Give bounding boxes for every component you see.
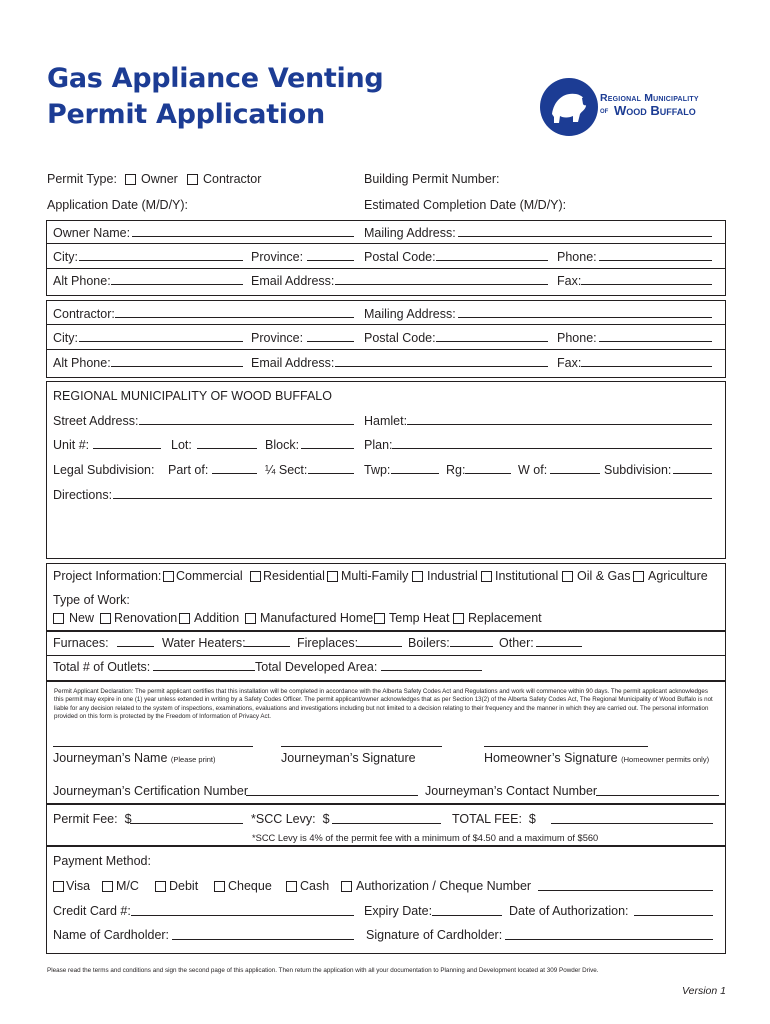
owner-alt-phone-label: Alt Phone: <box>53 274 111 288</box>
authorization-number-field[interactable] <box>538 890 713 891</box>
homeowner-signature-note: (Homeowner permits only) <box>621 755 710 764</box>
hamlet-label: Hamlet: <box>364 414 408 428</box>
new-checkbox[interactable] <box>53 613 64 624</box>
owner-province-field[interactable] <box>307 260 354 261</box>
commercial-checkbox[interactable] <box>163 571 174 582</box>
part-of-field[interactable] <box>212 473 257 474</box>
total-area-label: Total Developed Area: <box>255 660 378 674</box>
contractor-city-field[interactable] <box>79 341 243 342</box>
owner-email-label: Email Address: <box>251 274 335 288</box>
replacement-label: Replacement <box>468 611 542 625</box>
est-completion-label: Estimated Completion Date (M/D/Y): <box>364 198 567 212</box>
fireplaces-field[interactable] <box>357 646 402 647</box>
w-of-label: W of: <box>518 463 548 477</box>
owner-fax-field[interactable] <box>581 284 712 285</box>
manufactured-home-checkbox[interactable] <box>245 613 256 624</box>
debit-checkbox[interactable] <box>155 881 166 892</box>
addition-checkbox[interactable] <box>179 613 190 624</box>
twp-label: Twp: <box>364 463 391 477</box>
owner-mailing-label: Mailing Address: <box>364 226 456 240</box>
journeyman-cert-field[interactable] <box>246 795 418 796</box>
building-permit-label: Building Permit Number: <box>364 172 500 186</box>
mc-checkbox[interactable] <box>102 881 113 892</box>
part-of-label: Part of: <box>168 463 209 477</box>
owner-postal-label: Postal Code: <box>364 250 436 264</box>
permit-fee-label: Permit Fee: $ <box>53 812 132 826</box>
plan-field[interactable] <box>392 448 712 449</box>
divider <box>46 324 726 325</box>
industrial-checkbox[interactable] <box>412 571 423 582</box>
block-field[interactable] <box>301 448 354 449</box>
journeyman-cert-label: Journeyman’s Certification Number <box>53 784 248 798</box>
owner-name-field[interactable] <box>132 236 354 237</box>
contractor-province-field[interactable] <box>307 341 354 342</box>
directions-field[interactable] <box>113 498 712 499</box>
authorization-checkbox[interactable] <box>341 881 352 892</box>
expiry-date-label: Expiry Date: <box>364 904 433 918</box>
contractor-postal-label: Postal Code: <box>364 331 436 345</box>
scc-levy-field[interactable] <box>332 823 441 824</box>
journeyman-contact-label: Journeyman’s Contact Number <box>425 784 598 798</box>
institutional-checkbox[interactable] <box>481 571 492 582</box>
addition-label: Addition <box>194 611 240 625</box>
journeyman-signature-label: Journeyman’s Signature <box>281 751 416 765</box>
contractor-province-label: Province: <box>251 331 304 345</box>
owner-name-label: Owner Name: <box>53 226 131 240</box>
contractor-city-label: City: <box>53 331 78 345</box>
agriculture-label: Agriculture <box>648 569 708 583</box>
debit-label: Debit <box>169 879 199 893</box>
contractor-phone-label: Phone: <box>557 331 597 345</box>
visa-checkbox[interactable] <box>53 881 64 892</box>
owner-label: Owner <box>141 172 178 186</box>
form-title-line1: Gas Appliance Venting <box>47 63 384 94</box>
replacement-checkbox[interactable] <box>453 613 464 624</box>
divider <box>46 268 726 269</box>
application-date-label: Application Date (M/D/Y): <box>47 198 189 212</box>
lot-field[interactable] <box>197 448 257 449</box>
cardholder-signature-label: Signature of Cardholder: <box>366 928 503 942</box>
new-label: New <box>69 611 95 625</box>
street-address-field[interactable] <box>139 424 354 425</box>
other-label: Other: <box>499 636 534 650</box>
cardholder-signature-field[interactable] <box>505 939 713 940</box>
cheque-label: Cheque <box>228 879 272 893</box>
divider <box>46 349 726 350</box>
contractor-postal-field[interactable] <box>436 341 548 342</box>
contractor-phone-field[interactable] <box>599 341 712 342</box>
temp-heat-label: Temp Heat <box>389 611 450 625</box>
scc-levy-note: *SCC Levy is 4% of the permit fee with a minimum of $4.50 and a maximum of $560 <box>252 833 599 843</box>
form-title-line2: Permit Application <box>47 99 325 130</box>
water-heaters-label: Water Heaters: <box>162 636 246 650</box>
total-area-field[interactable] <box>381 670 482 671</box>
footer-note: Please read the terms and conditions and sign the second page of this application. Then return the application with all your documentation to Planning and Development located at 309 Powder Drive. <box>47 967 599 974</box>
contractor-email-field[interactable] <box>335 366 548 367</box>
payment-method-label: Payment Method: <box>53 854 151 868</box>
industrial-label: Industrial <box>427 569 478 583</box>
type-of-work-label: Type of Work: <box>53 593 130 607</box>
cash-checkbox[interactable] <box>286 881 297 892</box>
temp-heat-checkbox[interactable] <box>374 613 385 624</box>
contractor-name-field[interactable] <box>115 317 354 318</box>
divider <box>46 655 726 656</box>
owner-fax-label: Fax: <box>557 274 582 288</box>
location-heading: REGIONAL MUNICIPALITY OF WOOD BUFFALO <box>53 389 332 403</box>
scc-levy-label: *SCC Levy: $ <box>251 812 330 826</box>
journeyman-name-note: (Please print) <box>170 755 216 764</box>
contractor-checkbox[interactable] <box>187 174 198 185</box>
contractor-alt-phone-field[interactable] <box>111 366 243 367</box>
subdivision-field[interactable] <box>673 473 712 474</box>
contractor-fax-field[interactable] <box>581 366 712 367</box>
hamlet-field[interactable] <box>407 424 712 425</box>
cardholder-name-label: Name of Cardholder: <box>53 928 170 942</box>
declaration-text: Permit Applicant Declaration: The permit applicant certifies that this installation will be completed in accordance with the Alberta Safety Codes Act and Regulations and work will commence within 90 days. The permit applicant acknowledges this permit may expire in one (1) year unless extended in writing by a Safety Codes Officer. The permit applicant/owner acknowledges that as per Section 13(2) of the Alberta Safety Codes Act, The Regional Municipality of Wood Buffalo is not liable for any decision related to the system of inspections, examinations, evaluations and investigations including but not limited to a decision relating to their frequency and the manner in which they are carried out. The personal information provided on this form is protected by the Freedom of Information of Privacy Act. <box>54 688 713 720</box>
multi-family-checkbox[interactable] <box>327 571 338 582</box>
auth-date-field[interactable] <box>634 915 713 916</box>
w-of-field[interactable] <box>550 473 600 474</box>
subdivision-label: Subdivision: <box>604 463 672 477</box>
owner-phone-label: Phone: <box>557 250 597 264</box>
plan-label: Plan: <box>364 438 393 452</box>
project-info-label: Project Information: <box>53 569 162 583</box>
contractor-alt-phone-label: Alt Phone: <box>53 356 111 370</box>
water-heaters-field[interactable] <box>244 646 290 647</box>
permit-type-label: Permit Type: <box>47 172 117 186</box>
logo-text-line1: Regional Municipality <box>600 92 699 104</box>
renovation-checkbox[interactable] <box>100 613 111 624</box>
rg-field[interactable] <box>465 473 511 474</box>
owner-city-label: City: <box>53 250 78 264</box>
rmwb-logo <box>538 76 738 140</box>
cardholder-name-field[interactable] <box>172 939 354 940</box>
journeyman-contact-field[interactable] <box>596 795 719 796</box>
oil-gas-checkbox[interactable] <box>562 571 573 582</box>
institutional-label: Institutional <box>495 569 559 583</box>
other-field[interactable] <box>536 646 582 647</box>
directions-label: Directions: <box>53 488 113 502</box>
credit-card-label: Credit Card #: <box>53 904 131 918</box>
lot-label: Lot: <box>171 438 192 452</box>
residential-checkbox[interactable] <box>250 571 261 582</box>
residential-label: Residential <box>263 569 325 583</box>
owner-postal-field[interactable] <box>436 260 548 261</box>
contractor-label: Contractor <box>203 172 262 186</box>
total-fee-field[interactable] <box>551 823 713 824</box>
street-address-label: Street Address: <box>53 414 139 428</box>
owner-phone-field[interactable] <box>599 260 712 261</box>
journeyman-name-field[interactable] <box>53 746 253 747</box>
furnaces-label: Furnaces: <box>53 636 109 650</box>
journeyman-signature-field[interactable] <box>281 746 442 747</box>
contractor-email-label: Email Address: <box>251 356 335 370</box>
fireplaces-label: Fireplaces: <box>297 636 359 650</box>
mc-label: M/C <box>116 879 139 893</box>
divider <box>46 243 726 244</box>
contractor-fax-label: Fax: <box>557 356 582 370</box>
owner-alt-phone-field[interactable] <box>111 284 243 285</box>
multi-family-label: Multi-Family <box>341 569 409 583</box>
renovation-label: Renovation <box>114 611 178 625</box>
credit-card-field[interactable] <box>131 915 354 916</box>
visa-label: Visa <box>66 879 91 893</box>
commercial-label: Commercial <box>176 569 243 583</box>
contractor-mailing-label: Mailing Address: <box>364 307 456 321</box>
manufactured-home-label: Manufactured Home <box>260 611 374 625</box>
homeowner-signature-label: Homeowner’s Signature (Homeowner permits only) <box>484 751 710 765</box>
permit-fee-field[interactable] <box>130 823 243 824</box>
oil-gas-label: Oil & Gas <box>577 569 631 583</box>
authorization-label: Authorization / Cheque Number <box>356 879 532 893</box>
bison-logo-icon <box>538 76 602 138</box>
agriculture-checkbox[interactable] <box>633 571 644 582</box>
boilers-label: Boilers: <box>408 636 450 650</box>
owner-province-label: Province: <box>251 250 304 264</box>
owner-email-field[interactable] <box>335 284 548 285</box>
furnaces-field[interactable] <box>117 646 154 647</box>
owner-mailing-field[interactable] <box>458 236 712 237</box>
unit-label: Unit #: <box>53 438 90 452</box>
contractor-mailing-field[interactable] <box>458 317 712 318</box>
version-label: Version 1 <box>682 985 726 997</box>
journeyman-name-label: Journeyman’s Name (Please print) <box>53 751 216 765</box>
logo-text-line2: Wood Buffalo <box>614 103 696 118</box>
block-label: Block: <box>265 438 300 452</box>
quarter-sect-label: ¼ Sect: <box>265 463 308 477</box>
contractor-name-label: Contractor: <box>53 307 115 321</box>
cash-label: Cash <box>300 879 330 893</box>
unit-field[interactable] <box>93 448 161 449</box>
homeowner-signature-field[interactable] <box>484 746 648 747</box>
boilers-field[interactable] <box>450 646 493 647</box>
cheque-checkbox[interactable] <box>214 881 225 892</box>
owner-checkbox[interactable] <box>125 174 136 185</box>
legal-subdivision-label: Legal Subdivision: <box>53 463 155 477</box>
total-outlets-field[interactable] <box>153 670 255 671</box>
total-outlets-label: Total # of Outlets: <box>53 660 151 674</box>
quarter-sect-field[interactable] <box>308 473 354 474</box>
auth-date-label: Date of Authorization: <box>509 904 629 918</box>
expiry-date-field[interactable] <box>432 915 502 916</box>
owner-city-field[interactable] <box>79 260 243 261</box>
logo-text-of: of <box>600 106 609 115</box>
total-fee-label: TOTAL FEE: $ <box>452 812 536 826</box>
rg-label: Rg: <box>446 463 466 477</box>
twp-field[interactable] <box>391 473 439 474</box>
